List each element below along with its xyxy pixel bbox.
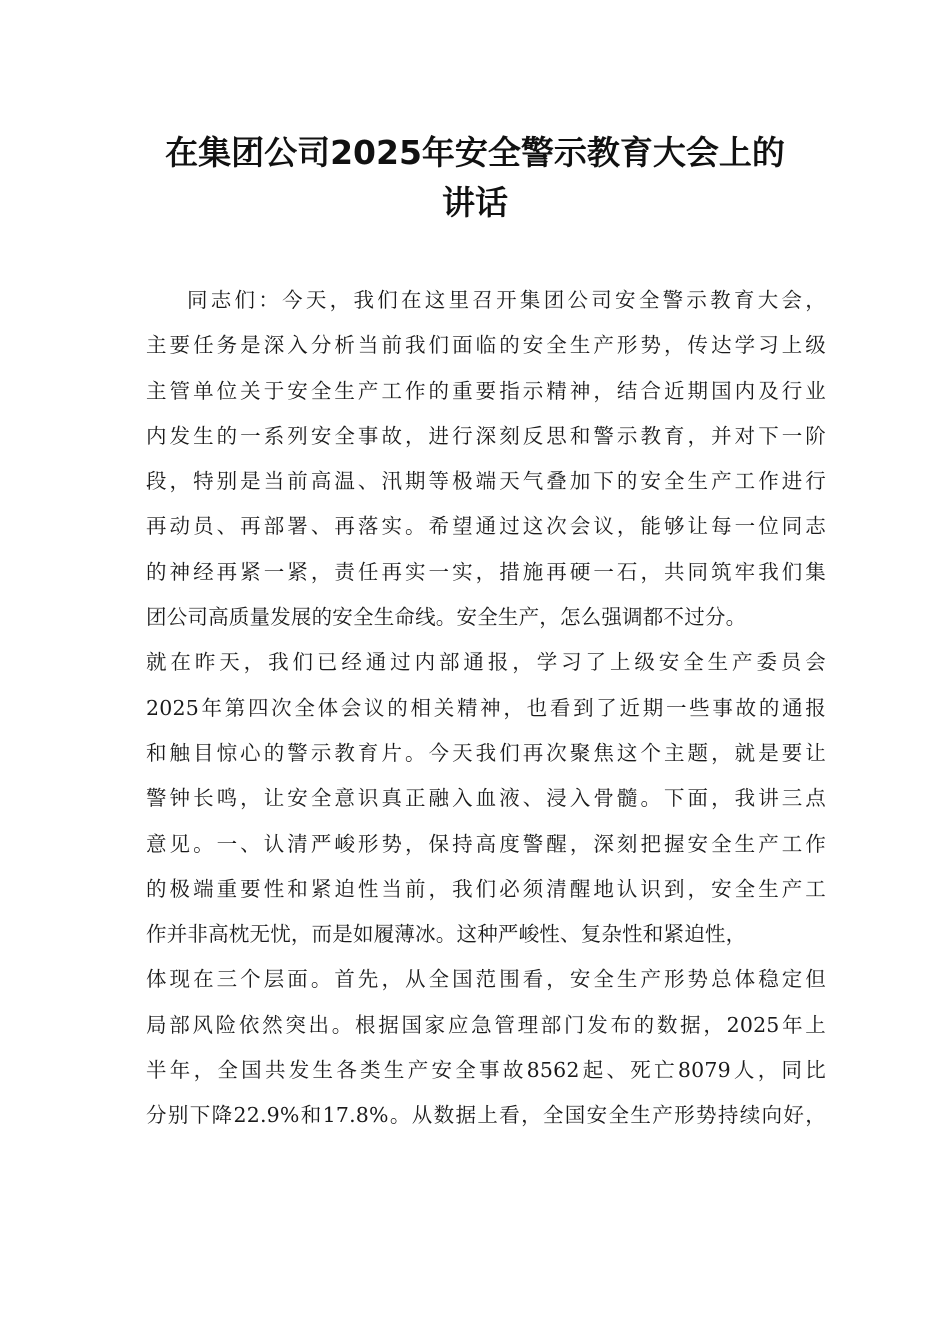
paragraph-line: 意见。一、认清严峻形势，保持高度警醒，深刻把握安全生产工作 bbox=[146, 831, 826, 856]
paragraph-line: 局部风险依然突出。根据国家应急管理部门发布的数据，2025年上 bbox=[146, 1012, 826, 1037]
document-title bbox=[120, 128, 830, 228]
paragraph-line: 2025年第四次全体会议的相关精神，也看到了近期一些事故的通报 bbox=[146, 695, 826, 720]
paragraph-line: 再动员、再部署、再落实。希望通过这次会议，能够让每一位同志 bbox=[146, 514, 826, 539]
paragraph-line: 和触目惊心的警示教育片。今天我们再次聚焦这个主题，就是要让 bbox=[146, 740, 826, 765]
paragraph-line: 警钟长鸣，让安全意识真正融入血液、浸入骨髓。下面，我讲三点 bbox=[146, 786, 826, 811]
paragraph-line: 作并非高枕无忧，而是如履薄冰。这种严峻性、复杂性和紧迫性， bbox=[146, 922, 747, 947]
paragraph-line: 主管单位关于安全生产工作的重要指示精神，结合近期国内及行业 bbox=[146, 378, 826, 403]
title-line: 讲话 bbox=[442, 183, 508, 222]
paragraph-line: 的极端重要性和紧迫性当前，我们必须清醒地认识到，安全生产工 bbox=[146, 876, 826, 901]
paragraph-line: 分别下降22.9%和17.8%。从数据上看，全国安全生产形势持续向好， bbox=[146, 1103, 826, 1128]
paragraph-line: 段，特别是当前高温、汛期等极端天气叠加下的安全生产工作进行 bbox=[146, 469, 826, 494]
paragraph-line: 团公司高质量发展的安全生命线。安全生产，怎么强调都不过分。 bbox=[146, 605, 747, 630]
paragraph-line: 就在昨天，我们已经通过内部通报，学习了上级安全生产委员会 bbox=[146, 650, 826, 675]
paragraph-line: 同志们：今天，我们在这里召开集团公司安全警示教育大会， bbox=[187, 288, 826, 312]
paragraph-line: 半年，全国共发生各类生产安全事故8562起、死亡8079人，同比 bbox=[146, 1058, 826, 1083]
paragraph-line: 内发生的一系列安全事故，进行深刻反思和警示教育，并对下一阶 bbox=[146, 423, 826, 448]
document-body bbox=[146, 278, 826, 1139]
paragraph-line: 体现在三个层面。首先，从全国范围看，安全生产形势总体稳定但 bbox=[146, 967, 826, 992]
paragraph-line: 主要任务是深入分析当前我们面临的安全生产形势，传达学习上级 bbox=[146, 333, 826, 358]
paragraph-line: 的神经再紧一紧，责任再实一实，措施再硬一石，共同筑牢我们集 bbox=[146, 559, 826, 584]
title-line: 在集团公司2025年安全警示教育大会上的 bbox=[165, 133, 785, 172]
